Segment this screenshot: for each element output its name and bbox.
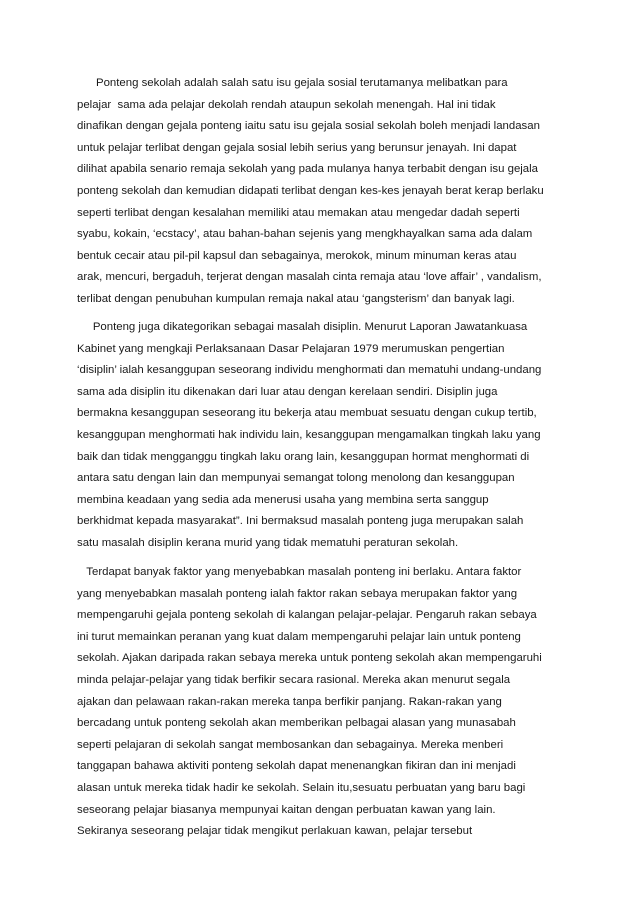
- text-line: sama ada disiplin itu dikenakan dari luar atau dengan kerelaan sendiri. Disiplin juga: [77, 385, 498, 398]
- text-line: tanggapan bahawa aktiviti ponteng sekolah dapat menenangkan fikiran dan ini menjadi: [77, 760, 516, 773]
- text-line: Kabinet yang mengkaji Perlaksanaan Dasar Pelajaran 1979 merumuskan pengertian: [77, 342, 505, 355]
- text-line: yang menyebabkan masalah ponteng ialah faktor rakan sebaya merupakan faktor yang: [77, 587, 518, 600]
- text-line: bentuk cecair atau pil-pil kapsul dan sebagainya, merokok, minum minuman keras atau: [77, 249, 517, 262]
- text-line: dinafikan dengan gejala ponteng iaitu satu isu gejala sosial sekolah boleh menjadi landasan: [77, 120, 540, 133]
- text-line: mempengaruhi gejala ponteng sekolah di kalangan pelajar-pelajar. Pengaruh rakan sebaya: [77, 609, 537, 622]
- text-line: Ponteng sekolah adalah salah satu isu gejala sosial terutamanya melibatkan para: [77, 77, 508, 89]
- text-line: minda pelajar-pelajar yang tidak berfikir secara rasional. Mereka akan menurut segala: [77, 673, 511, 686]
- text-line: seseorang pelajar biasanya mempunyai kaitan dengan perbuatan kawan yang lain.: [77, 803, 496, 816]
- text-line: antara satu dengan lain dan mempunyai semangat tolong menolong dan kesanggupan: [77, 472, 515, 485]
- text-line: terlibat dengan penubuhan kumpulan remaja nakal atau ‘gangsterism’ dan banyak lagi.: [77, 292, 515, 305]
- text-line: seperti terlibat dengan kesalahan memiliki atau memakan atau mengedar dadah seperti: [77, 206, 520, 219]
- text-line: satu masalah disiplin kerana murid yang tidak mematuhi peraturan sekolah.: [77, 536, 459, 549]
- text-line: bermakna kesanggupan seseorang itu bekerja atau membuat sesuatu dengan cukup tertib,: [77, 407, 537, 420]
- text-line: seperti pelajaran di sekolah sangat membosankan dan sebagainya. Mereka menberi: [77, 738, 504, 751]
- text-line: Terdapat banyak faktor yang menyebabkan masalah ponteng ini berlaku. Antara faktor: [77, 566, 522, 578]
- paragraph-1: [77, 73, 577, 311]
- text-line: Sekiranya seseorang pelajar tidak mengikut perlakuan kawan, pelajar tersebut: [77, 825, 473, 838]
- text-line: ‘disiplin’ ialah kesanggupan seseorang individu menghormati dan mematuhi undang-undang: [77, 364, 542, 377]
- text-line: bercadang untuk ponteng sekolah akan memberikan pelbagai alasan yang munasabah: [77, 717, 516, 730]
- text-line: untuk pelajar terlibat dengan gejala sosial lebih serius yang berunsur jenayah. Ini dapat: [77, 141, 517, 154]
- text-line: baik dan tidak mengganggu tingkah laku orang lain, kesanggupan hormat menghormati di: [77, 450, 530, 463]
- text-line: ajakan dan pelawaan rakan-rakan mereka tanpa berfikir panjang. Rakan-rakan yang: [77, 695, 502, 708]
- text-line: syabu, kokain, ‘ecstacy’, atau bahan-bahan sejenis yang mengkhayalkan sama ada dalam: [77, 228, 533, 241]
- text-line: arak, mencuri, bergaduh, terjerat dengan masalah cinta remaja atau ‘love affair’ , vandalism,: [77, 271, 542, 284]
- paragraph-2: [77, 317, 577, 555]
- text-line: dilihat apabila senario remaja sekolah yang pada mulanya hanya terbabit dengan isu gejala: [77, 163, 539, 176]
- text-line: membina keadaan yang sedia ada menerusi usaha yang membina serta sanggup: [77, 493, 489, 506]
- text-line: ini turut memainkan peranan yang kuat dalam mempengaruhi pelajar lain untuk ponteng: [77, 630, 521, 643]
- text-line: berkhidmat kepada masyarakat”. Ini bermaksud masalah ponteng juga merupakan salah: [77, 515, 524, 528]
- text-line: kesanggupan menghormati hak individu lain, kesanggupan mengamalkan tingkah laku yang: [77, 428, 541, 441]
- text-line: pelajar sama ada pelajar dekolah rendah ataupun sekolah menengah. Hal ini tidak: [77, 98, 496, 111]
- text-line: Ponteng juga dikategorikan sebagai masalah disiplin. Menurut Laporan Jawatankuasa: [77, 321, 528, 333]
- text-line: alasan untuk mereka tidak hadir ke sekolah. Selain itu,sesuatu perbuatan yang baru bagi: [77, 781, 526, 794]
- text-line: ponteng sekolah dan kemudian didapati terlibat dengan kes-kes jenayah berat kerap berlaku: [77, 184, 544, 197]
- paragraph-3: [77, 562, 577, 843]
- text-line: sekolah. Ajakan daripada rakan sebaya mereka untuk ponteng sekolah akan mempengaruhi: [77, 652, 542, 665]
